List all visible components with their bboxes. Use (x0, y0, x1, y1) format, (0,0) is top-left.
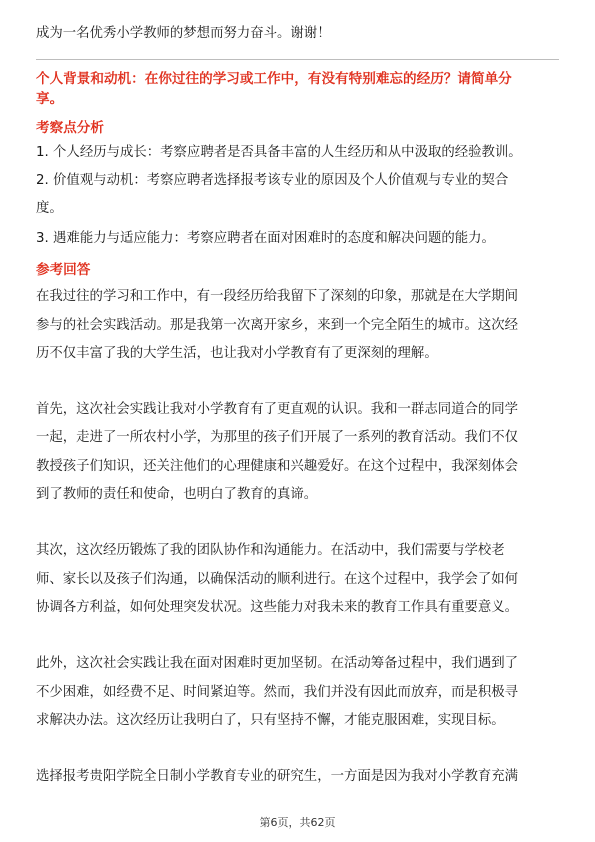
answer-line: 教授孩子们知识，还关注他们的心理健康和兴趣爱好。在这个过程中，我深刻体会 (36, 459, 519, 474)
answer-line: 一起，走进了一所农村小学，为那里的孩子们开展了一系列的教育活动。我们不仅 (36, 430, 519, 445)
answer-line: 其次，这次经历锻炼了我的团队协作和沟通能力。在活动中，我们需要与学校老 (36, 543, 505, 558)
analysis-heading: 考察点分析 (36, 120, 104, 136)
analysis-line: 度。 (36, 201, 63, 216)
answer-line: 参与的社会实践活动。那是我第一次离开家乡，来到一个完全陌生的城市。这次经 (36, 318, 519, 333)
question-line-2: 享。 (36, 91, 64, 107)
analysis-line: 2. 价值观与动机：考察应聘者选择报考该专业的原因及个人价值观与专业的契合 (36, 173, 509, 188)
answer-line: 求解决办法。这次经历让我明白了，只有坚持不懈，才能克服困难，实现目标。 (36, 713, 505, 728)
intro-line: 成为一名优秀小学教师的梦想而努力奋斗。谢谢！ (36, 26, 331, 41)
divider (36, 59, 559, 60)
analysis-line: 3. 遇难能力与适应能力：考察应聘者在面对困难时的态度和解决问题的能力。 (36, 231, 495, 246)
answer-line: 在我过往的学习和工作中，有一段经历给我留下了深刻的印象，那就是在大学期间 (36, 289, 519, 304)
answer-line: 不少困难，如经费不足、时间紧迫等。然而，我们并没有因此而放弃，而是积极寻 (36, 685, 519, 700)
answer-line: 协调各方利益，如何处理突发状况。这些能力对我未来的教育工作具有重要意义。 (36, 600, 519, 615)
answer-line: 此外，这次社会实践让我在面对困难时更加坚韧。在活动筹备过程中，我们遇到了 (36, 656, 519, 671)
page-footer: 第6页，共62页 (259, 816, 336, 829)
answer-line: 选择报考贵阳学院全日制小学教育专业的研究生，一方面是因为我对小学教育充满 (36, 769, 519, 784)
answer-line: 首先，这次社会实践让我对小学教育有了更直观的认识。我和一群志同道合的同学 (36, 402, 519, 417)
answer-line: 历不仅丰富了我的大学生活，也让我对小学教育有了更深刻的理解。 (36, 346, 438, 361)
answer-heading: 参考回答 (36, 262, 91, 278)
question-line-1: 个人背景和动机：在你过往的学习或工作中，有没有特别难忘的经历？请简单分 (36, 71, 512, 87)
analysis-line: 1. 个人经历与成长：考察应聘者是否具备丰富的人生经历和从中汲取的经验教训。 (36, 145, 522, 160)
answer-line: 师、家长以及孩子们沟通，以确保活动的顺利进行。在这个过程中，我学会了如何 (36, 572, 519, 587)
answer-line: 到了教师的责任和使命，也明白了教育的真谛。 (36, 487, 318, 502)
